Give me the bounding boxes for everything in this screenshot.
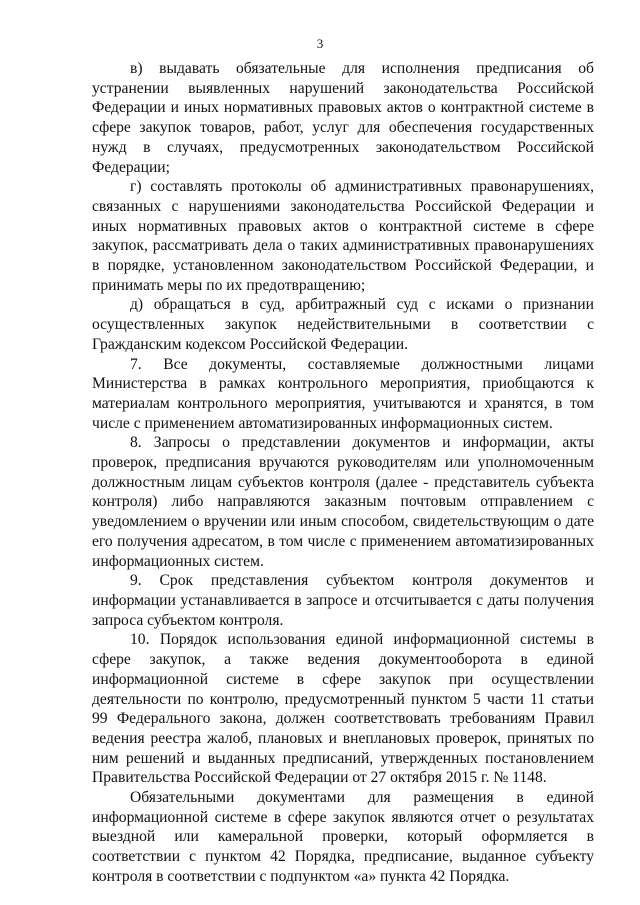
paragraph-subitem-g: г) составлять протоколы об административных правонарушениях, связанных с нарушениями законодательства Российской Федерации и иных нормативных правовых актов о контрактной системе в сфере закупок, рассматривать дела о таких административных правонарушениях в порядке, установленном законодательством Российской Федерации, и принимать меры по их предотвращению; bbox=[92, 178, 594, 294]
paragraph-item-10: 10. Порядок использования единой информационной системы в сфере закупок, а также ведения документооборота в единой информационной системе в сфере закупок при осуществлении деятельности по контролю, предусмотренный пунктом 5 части 11 статьи 99 Федерального закона, должен соответствовать требованиям Правил ведения реестра жалоб, плановых и внеплановых проверок, принятых по ним решений и выданных предписаний, утвержденных постановлением Правительства Российской Федерации от 27 октября 2015 г. № 1148. bbox=[92, 631, 594, 787]
paragraph-mandatory-documents: Обязательными документами для размещения в единой информационной системе в сфере закупок являются отчет о результатах выездной или камеральной проверки, который оформляется в соответствии с пунктом 42 Порядка, предписание, выданное субъекту контроля в соответствии с подпунктом «а» пункта 42 Порядка. bbox=[92, 789, 594, 885]
paragraph-item-9: 9. Срок представления субъектом контроля документов и информации устанавливается в запросе и отсчитывается с даты получения запроса субъектом контроля. bbox=[92, 572, 594, 629]
page-number: 3 bbox=[316, 36, 324, 51]
paragraph-item-8: 8. Запросы о представлении документов и информации, акты проверок, предписания вручаются руководителям или уполномоченным должностным лицам субъектов контроля (далее - представитель субъекта контроля) либо направляются заказным почтовым отправлением с уведомлением о вручении или иным способом, свидетельствующим о дате его получения адресатом, в том числе с применением автоматизированных информационных систем. bbox=[92, 434, 594, 570]
paragraph-subitem-v: в) выдавать обязательные для исполнения предписания об устранении выявленных нарушений законодательства Российской Федерации и иных нормативных правовых актов о контрактной системе в сфере закупок товаров, работ, услуг для обеспечения государственных нужд в случаях, предусмотренных законодательством Российской Федерации; bbox=[92, 60, 594, 176]
document-body bbox=[92, 59, 594, 887]
paragraph-subitem-d: д) обращаться в суд, арбитражный суд с исками о признании осуществленных закупок недействительными в соответствии с Гражданским кодексом Российской Федерации. bbox=[92, 296, 594, 353]
paragraph-item-7: 7. Все документы, составляемые должностными лицами Министерства в рамках контрольного мероприятия, приобщаются к материалам контрольного мероприятия, учитываются и хранятся, в том числе с применением автоматизированных информационных систем. bbox=[92, 355, 594, 432]
